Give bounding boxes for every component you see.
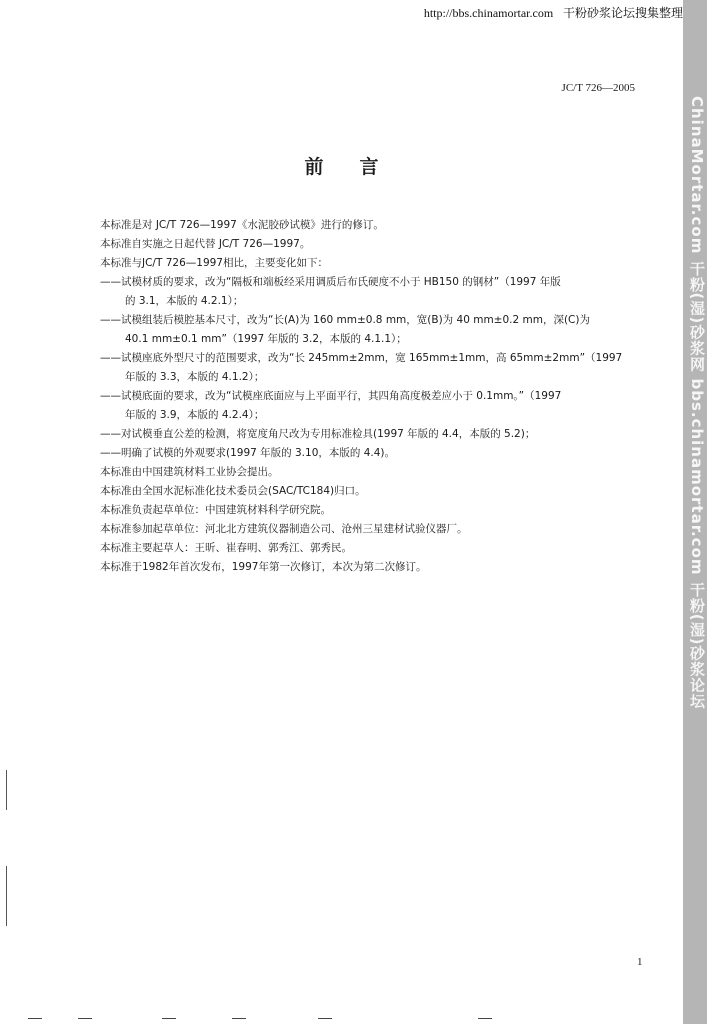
change-item-line: ——明确了试模的外观要求(1997 年版的 3.10，本版的 4.4)。 [100,447,396,459]
paragraph: 本标准由中国建筑材料工业协会提出。 [100,466,279,478]
change-item-line: ——试模组装后模腔基本尺寸，改为“长(A)为 160 mm±0.8 mm，宽(B)为 40 mm±0.2 mm，深(C)为 [100,314,590,326]
header-bar [424,4,683,21]
paragraph: 本标准是对 JC/T 726—1997《水泥胶砂试模》进行的修订。 [100,219,384,231]
scan-edge-mark [78,1018,92,1019]
change-item [100,273,645,311]
watermark-sidebar [683,0,707,1024]
site-url[interactable]: http://bbs.chinamortar.com [423,6,554,20]
sidebar-watermark-text: ChinaMortar.com 干粉(湿)砂浆网 bbs.chinamortar.com 干粉(湿)砂浆论坛 [688,96,706,710]
scan-edge-mark [162,1018,176,1019]
paragraph: 本标准于1982年首次发布，1997年第一次修订，本次为第二次修订。 [100,561,427,573]
change-item-continuation: 的 3.1，本版的 4.2.1）； [125,295,244,307]
paragraph: 本标准自实施之日起代替 JC/T 726—1997。 [100,238,311,250]
change-item-line: ——试模座底外型尺寸的范围要求，改为“长 245mm±2mm，宽 165mm±1mm，高 65mm±2mm”（1997 [100,352,623,364]
change-item-continuation: 40.1 mm±0.1 mm”（1997 年版的 3.2，本版的 4.1.1）； [125,333,407,345]
scan-edge-mark [232,1018,246,1019]
paragraph: 本标准主要起草人：王昕、崔春明、郭秀江、郭秀民。 [100,542,352,554]
paragraph: 本标准与JC/T 726—1997相比，主要变化如下： [100,257,328,269]
scan-margin-mark [6,770,7,810]
change-item-line: ——试模材质的要求，改为“隔板和端板经采用调质后布氏硬度不小于 HB150 的钢材”（1997 年版 [100,276,561,288]
change-item-line: ——对试模垂直公差的检测，将宽度角尺改为专用标准检具(1997 年版的 4.4，本版的 5.2)； [100,428,536,440]
change-item [100,349,645,387]
paragraph: 本标准参加起草单位：河北北方建筑仪器制造公司、沧州三星建材试验仪器厂。 [100,523,468,535]
change-item-continuation: 年版的 3.3，本版的 4.1.2）； [125,371,265,383]
document-body [100,216,645,577]
change-item [100,311,645,349]
scan-edge-mark [318,1018,332,1019]
change-item [100,425,645,444]
scan-edge-mark [28,1018,42,1019]
change-item [100,387,645,425]
page-number: 1 [637,956,643,968]
paragraph: 本标准负责起草单位：中国建筑材料科学研究院。 [100,504,331,516]
scan-margin-mark [6,866,7,926]
paragraph: 本标准由全国水泥标准化技术委员会(SAC/TC184)归口。 [100,485,366,497]
change-item [100,444,645,463]
standard-code: JC/T 726—2005 [561,82,635,94]
page-title: 前言 [304,156,415,178]
scan-edge-mark [478,1018,492,1019]
change-item-line: ——试模底面的要求，改为“试模座底面应与上平面平行，其四角高度极差应小于 0.1mm。”（1997 [100,390,562,402]
site-name: 干粉砂浆论坛搜集整理 [562,6,683,20]
change-item-continuation: 年版的 3.9，本版的 4.2.4）； [125,409,265,421]
